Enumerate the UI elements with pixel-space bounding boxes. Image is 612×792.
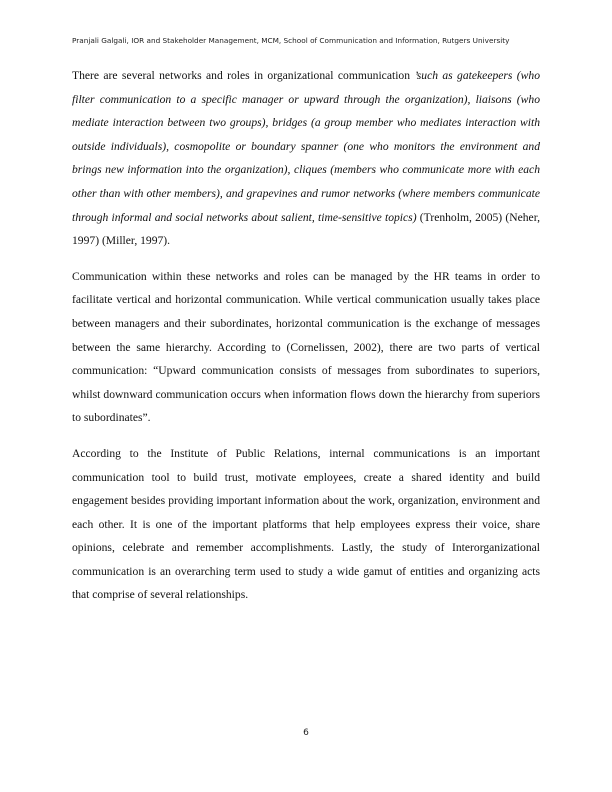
paragraph-1-italic-quote: ’such as gatekeepers (who filter communication to a specific manager or upward through the organization), liaisons (who mediate interaction between two groups), bridges (a group member who mediates interaction with outside individuals), cosmopolite or boundary spanner (one who monitors the environment and brings new information into the organization), cliques (members who communicate more with each other than with other members), and grapevines and rumor networks (where members communicate through informal and social networks about salient, time-sensitive topics) — [72, 69, 540, 224]
paragraph-vertical-horizontal: Communication within these networks and roles can be managed by the HR teams in order to facilitate vertical and horizontal communication. While vertical communication usually takes place between managers and their subordinates, horizontal communication is the exchange of messages between the same hierarchy. According to (Cornelissen, 2002), there are two parts of vertical communication: “Upward communication consists of messages from subordinates to superiors, whilst downward communication occurs when information flows down the hierarchy from superiors to subordinates”. — [72, 269, 540, 425]
running-header: Pranjali Galgali, IOR and Stakeholder Management, MCM, School of Communication and Information, Rutgers University — [72, 36, 510, 45]
paragraph-internal-communications: According to the Institute of Public Relations, internal communications is an important communication tool to build trust, motivate employees, create a shared identity and build engagement besides providing important information about the work, organization, environment and each other. It is one of the important platforms that help employees express their voice, share opinions, celebrate and remember accomplishments. Lastly, the study of Interorganizational communication is an overarching term used to study a wide gamut of entities and organizing acts that comprise of several relationships. — [72, 446, 540, 602]
body-text — [72, 64, 540, 619]
page-number: 6 — [303, 728, 309, 738]
paragraph-1-citations: (Trenholm, 2005) (Neher, 1997) (Miller, 1997). — [72, 210, 540, 248]
paragraph-networks-roles — [72, 64, 540, 253]
paragraph-1-lead: There are several networks and roles in organizational communication — [72, 69, 415, 82]
